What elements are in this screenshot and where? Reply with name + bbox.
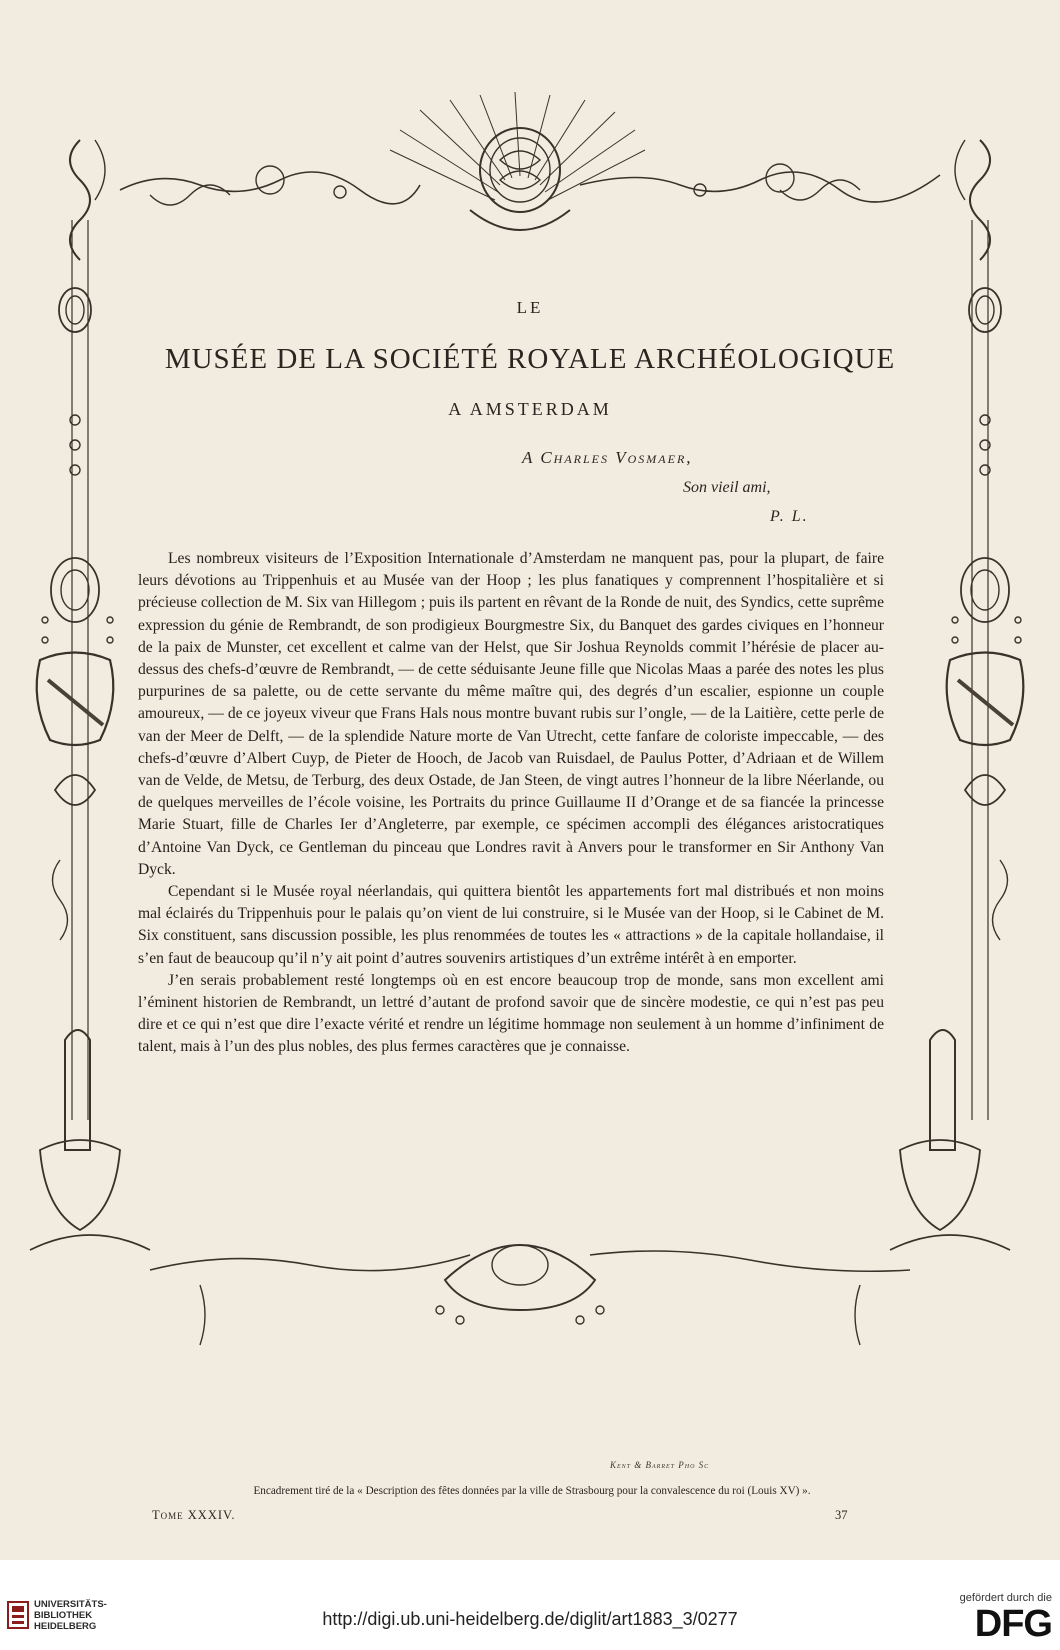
- volume-label: Tome XXXIV.: [152, 1508, 236, 1522]
- dedication-line-2: Son vieil ami,: [683, 479, 771, 496]
- engraver-signature: Kent & Barret Pho Sc: [610, 1460, 710, 1470]
- viewer-footer: [0, 1560, 1060, 1650]
- sponsor-text: gefördert durch die: [959, 1592, 1052, 1604]
- heading-small: LE: [516, 298, 544, 317]
- article-body: [138, 548, 884, 1059]
- frame-caption: Encadrement tiré de la « Description des fêtes données par la ville de Strasbourg pour la convalescence du roi (Louis XV) ».: [253, 1485, 811, 1497]
- permalink[interactable]: http://digi.ub.uni-heidelberg.de/diglit/art1883_3/0277: [322, 1609, 738, 1629]
- dfg-logo[interactable]: DFG: [974, 1603, 1052, 1645]
- page-title: MUSÉE DE LA SOCIÉTÉ ROYALE ARCHÉOLOGIQUE: [164, 343, 896, 375]
- paragraph: Les nombreux visiteurs de l’Exposition Internationale d’Amsterdam ne manquent pas, pour la plupart, de faire leurs dévotions au Trippenhuis et au Musée van der Hoop ; les plus fanatiques y comprennent l’hospitalière et si précieuse collection de M. Six van Hillegom ; puis ils partent en rêvant de la Ronde de nuit, des Syndics, cette suprême expression du génie de Rembrandt, de son prodigieux Bourgmestre Six, du Banquet des gardes civiques en l’honneur de la paix de Munster, cet excellent et calme van der Helst, que Sir Joshua Reynolds commit l’hérésie de placer au-dessus des chefs-d’œuvre de Rembrandt, — de cette séduisante Jeune fille que Nicolas Maas a parée des notes les plus purpurines de sa palette, ou de cette servante du même maître qui, des degrés d’un escalier, espionne un couple amoureux, — de ce joyeux viveur que Frans Hals nous montre buvant rubis sur l’ongle, — de la Laitière, cette perle de van der Meer de Delft, — de la splendide Nature morte de Van Utrecht, cette fanfare de coloriste impeccable, — des chefs-d’œuvre d’Albert Cuyp, de Pieter de Hooch, de Jacob van Ruisdael, de Paulus Potter, d’Adriaan et de Willem van de Velde, de Metsu, de Terburg, des deux Ostade, de Jan Steen, de vingt autres l’honneur de la libre Néerlande, ou de quelques merveilles de l’école voisine, les Portraits du prince Guillaume II d’Orange et de sa fiancée la princesse Marie Stuart, fille de Charles Ier d’Angleterre, par exemple, ce spécimen accompli des élégances aristocratiques d’Antoine Van Dyck, ce Gentleman du pinceau que Londres ravit à Anvers pour le transformer en Sir Anthony Van Dyck.: [138, 550, 884, 878]
- page-number: 37: [835, 1508, 848, 1522]
- paragraph: Cependant si le Musée royal néerlandais, qui quittera bientôt les appartements fort mal distribués et non moins mal éclairés du Trippenhuis pour le palais qu’on vient de lui construire, si le Musée van der Hoop, si le Cabinet de M. Six constituent, sans discussion possible, les plus renommées de toutes les « attractions » de la capitale hollandaise, il s’en faut de beaucoup qu’il n’y ait point d’autres souvenirs artistiques d’un extrême intérêt à en emporter.: [138, 883, 884, 967]
- library-name[interactable]: UNIVERSITÄTS- BIBLIOTHEK HEIDELBERG: [34, 1599, 107, 1632]
- paragraph: J’en serais probablement resté longtemps où en est encore beaucoup trop de monde, sans mon excellent ami l’éminent historien de Rembrandt, un lettré d’autant de profond savoir que de sincère modestie, ce qui n’est pas peu dire et ce qui n’est que dire l’exacte vérité et rendre un légitime hommage non seulement à un homme d’infiniment de talent, mais à l’un des plus nobles, des plus fermes caractères que je connaisse.: [138, 971, 884, 1056]
- dedication-signature: P. L.: [770, 508, 809, 525]
- dedication-line-1: A Charles Vosmaer,: [522, 448, 693, 467]
- top-cartouche: [390, 92, 645, 200]
- page-subtitle: A AMSTERDAM: [448, 399, 612, 419]
